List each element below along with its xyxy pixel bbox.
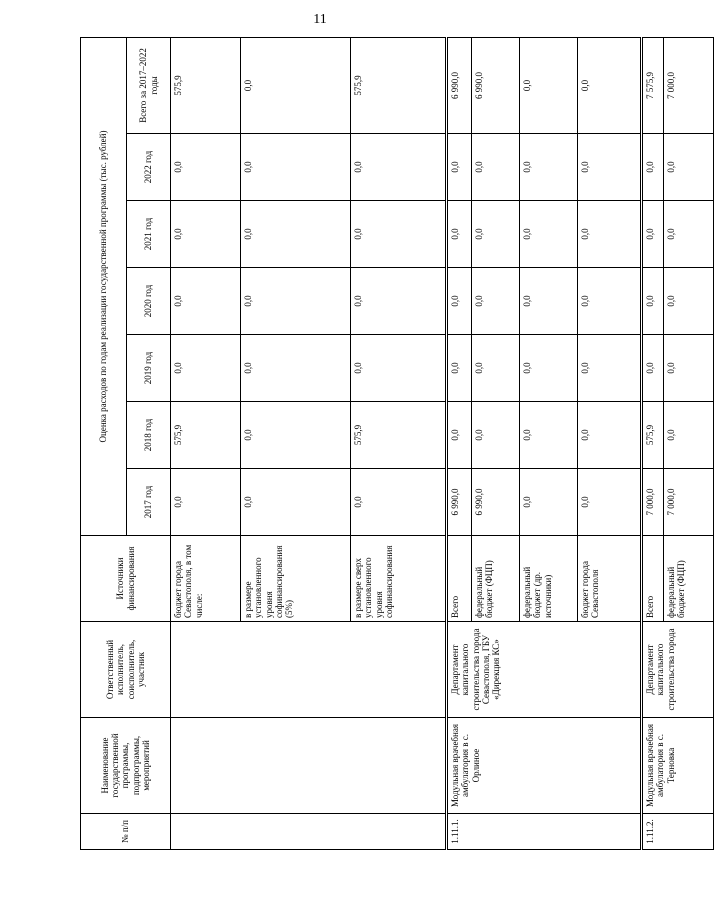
table-row (171, 37, 241, 849)
value-cell: 0,0 (241, 335, 351, 402)
value-cell: 0,0 (171, 268, 241, 335)
source-cell: бюджет города Севастополя (578, 536, 642, 622)
value-cell: 0,0 (241, 201, 351, 268)
value-cell: 0,0 (351, 134, 447, 201)
value-cell: 0,0 (171, 335, 241, 402)
value-cell: 0,0 (472, 268, 520, 335)
header-estimate: Оценка расходов по годам реализации государственной программы (тыс. рублей) (81, 37, 127, 535)
value-cell: 7 000,0 (664, 37, 714, 133)
value-cell: 575,9 (171, 402, 241, 469)
header-year: 2018 год (127, 402, 171, 469)
value-cell: 0,0 (520, 469, 578, 536)
value-cell: 0,0 (520, 134, 578, 201)
value-cell: 0,0 (241, 469, 351, 536)
value-cell: 0,0 (664, 335, 714, 402)
value-cell: 0,0 (578, 268, 642, 335)
value-cell: 0,0 (664, 134, 714, 201)
value-cell: 0,0 (578, 134, 642, 201)
value-cell: 0,0 (578, 469, 642, 536)
value-cell: 575,9 (351, 402, 447, 469)
value-cell: 0,0 (642, 268, 664, 335)
header-index: № п/п (81, 814, 171, 850)
value-cell: 0,0 (241, 268, 351, 335)
value-cell: 0,0 (520, 402, 578, 469)
value-cell: 6 990,0 (472, 469, 520, 536)
value-cell: 0,0 (642, 335, 664, 402)
source-cell: федеральный бюджет (ФЦП) (472, 536, 520, 622)
source-cell: федеральный бюджет (др. источники) (520, 536, 578, 622)
value-cell: 0,0 (520, 268, 578, 335)
source-cell: Всего (447, 536, 472, 622)
value-cell: 7 575,9 (642, 37, 664, 133)
header-source: Источники финансирования (81, 536, 171, 622)
header-executor: Ответственный исполнитель, соисполнитель, участник (81, 622, 171, 718)
rotated-table-container (80, 48, 687, 850)
value-cell: 0,0 (241, 37, 351, 133)
header-year: 2017 год (127, 469, 171, 536)
value-cell: 0,0 (578, 201, 642, 268)
source-cell: федеральный бюджет (ФЦП) (664, 536, 714, 622)
value-cell: 6 990,0 (472, 37, 520, 133)
header-year-total: Всего за 2017–2022 годы (127, 37, 171, 133)
value-cell: 6 990,0 (447, 469, 472, 536)
value-cell: 0,0 (447, 134, 472, 201)
value-cell: 0,0 (241, 402, 351, 469)
header-year: 2019 год (127, 335, 171, 402)
item-executor: Департамент капитального строительства города Севастополя, ГБУ «Дирекция КС» (447, 622, 642, 718)
item-index: 1.11.2. (642, 814, 714, 850)
cell-empty (171, 718, 447, 814)
source-cell: бюджет города Севастополя, в том числе: (171, 536, 241, 622)
table-row (642, 37, 664, 849)
value-cell: 0,0 (447, 268, 472, 335)
value-cell: 0,0 (664, 402, 714, 469)
value-cell: 575,9 (171, 37, 241, 133)
table-row (447, 37, 472, 849)
value-cell: 575,9 (351, 37, 447, 133)
source-cell: Всего (642, 536, 664, 622)
value-cell: 0,0 (472, 402, 520, 469)
source-cell: в размере сверх установленного уровня софинансирования (351, 536, 447, 622)
value-cell: 7 000,0 (664, 469, 714, 536)
cell-empty (171, 814, 447, 850)
value-cell: 0,0 (472, 134, 520, 201)
value-cell: 0,0 (578, 37, 642, 133)
header-year: 2022 год (127, 134, 171, 201)
value-cell: 0,0 (351, 469, 447, 536)
item-name: Модульная врачебная амбулатория в с. Орлиное (447, 718, 642, 814)
cell-empty (171, 622, 447, 718)
value-cell: 0,0 (447, 335, 472, 402)
value-cell: 0,0 (578, 402, 642, 469)
header-row (81, 37, 127, 849)
value-cell: 6 990,0 (447, 37, 472, 133)
value-cell: 0,0 (171, 134, 241, 201)
value-cell: 0,0 (447, 201, 472, 268)
value-cell: 0,0 (241, 134, 351, 201)
value-cell: 0,0 (642, 201, 664, 268)
value-cell: 0,0 (472, 335, 520, 402)
item-executor: Департамент капитального строительства города (642, 622, 714, 718)
page-number: 11 (313, 12, 327, 27)
value-cell: 575,9 (642, 402, 664, 469)
value-cell: 0,0 (472, 201, 520, 268)
value-cell: 0,0 (171, 469, 241, 536)
value-cell: 0,0 (351, 335, 447, 402)
value-cell: 0,0 (664, 201, 714, 268)
value-cell: 0,0 (447, 402, 472, 469)
value-cell: 0,0 (520, 201, 578, 268)
item-index: 1.11.1. (447, 814, 642, 850)
value-cell: 0,0 (171, 201, 241, 268)
source-cell: в размере установленного уровня софинансирования (5%) (241, 536, 351, 622)
value-cell: 0,0 (520, 335, 578, 402)
item-name: Модульная врачебная амбулатория в с. Терновка (642, 718, 714, 814)
header-name: Наименование государственной программы, подпрограммы, мероприятий (81, 718, 171, 814)
value-cell: 0,0 (578, 335, 642, 402)
value-cell: 0,0 (520, 37, 578, 133)
value-cell: 0,0 (351, 268, 447, 335)
value-cell: 0,0 (351, 201, 447, 268)
expenditure-table (80, 37, 714, 850)
value-cell: 7 000,0 (642, 469, 664, 536)
header-year: 2020 год (127, 268, 171, 335)
value-cell: 0,0 (664, 268, 714, 335)
value-cell: 0,0 (642, 134, 664, 201)
header-year: 2021 год (127, 201, 171, 268)
